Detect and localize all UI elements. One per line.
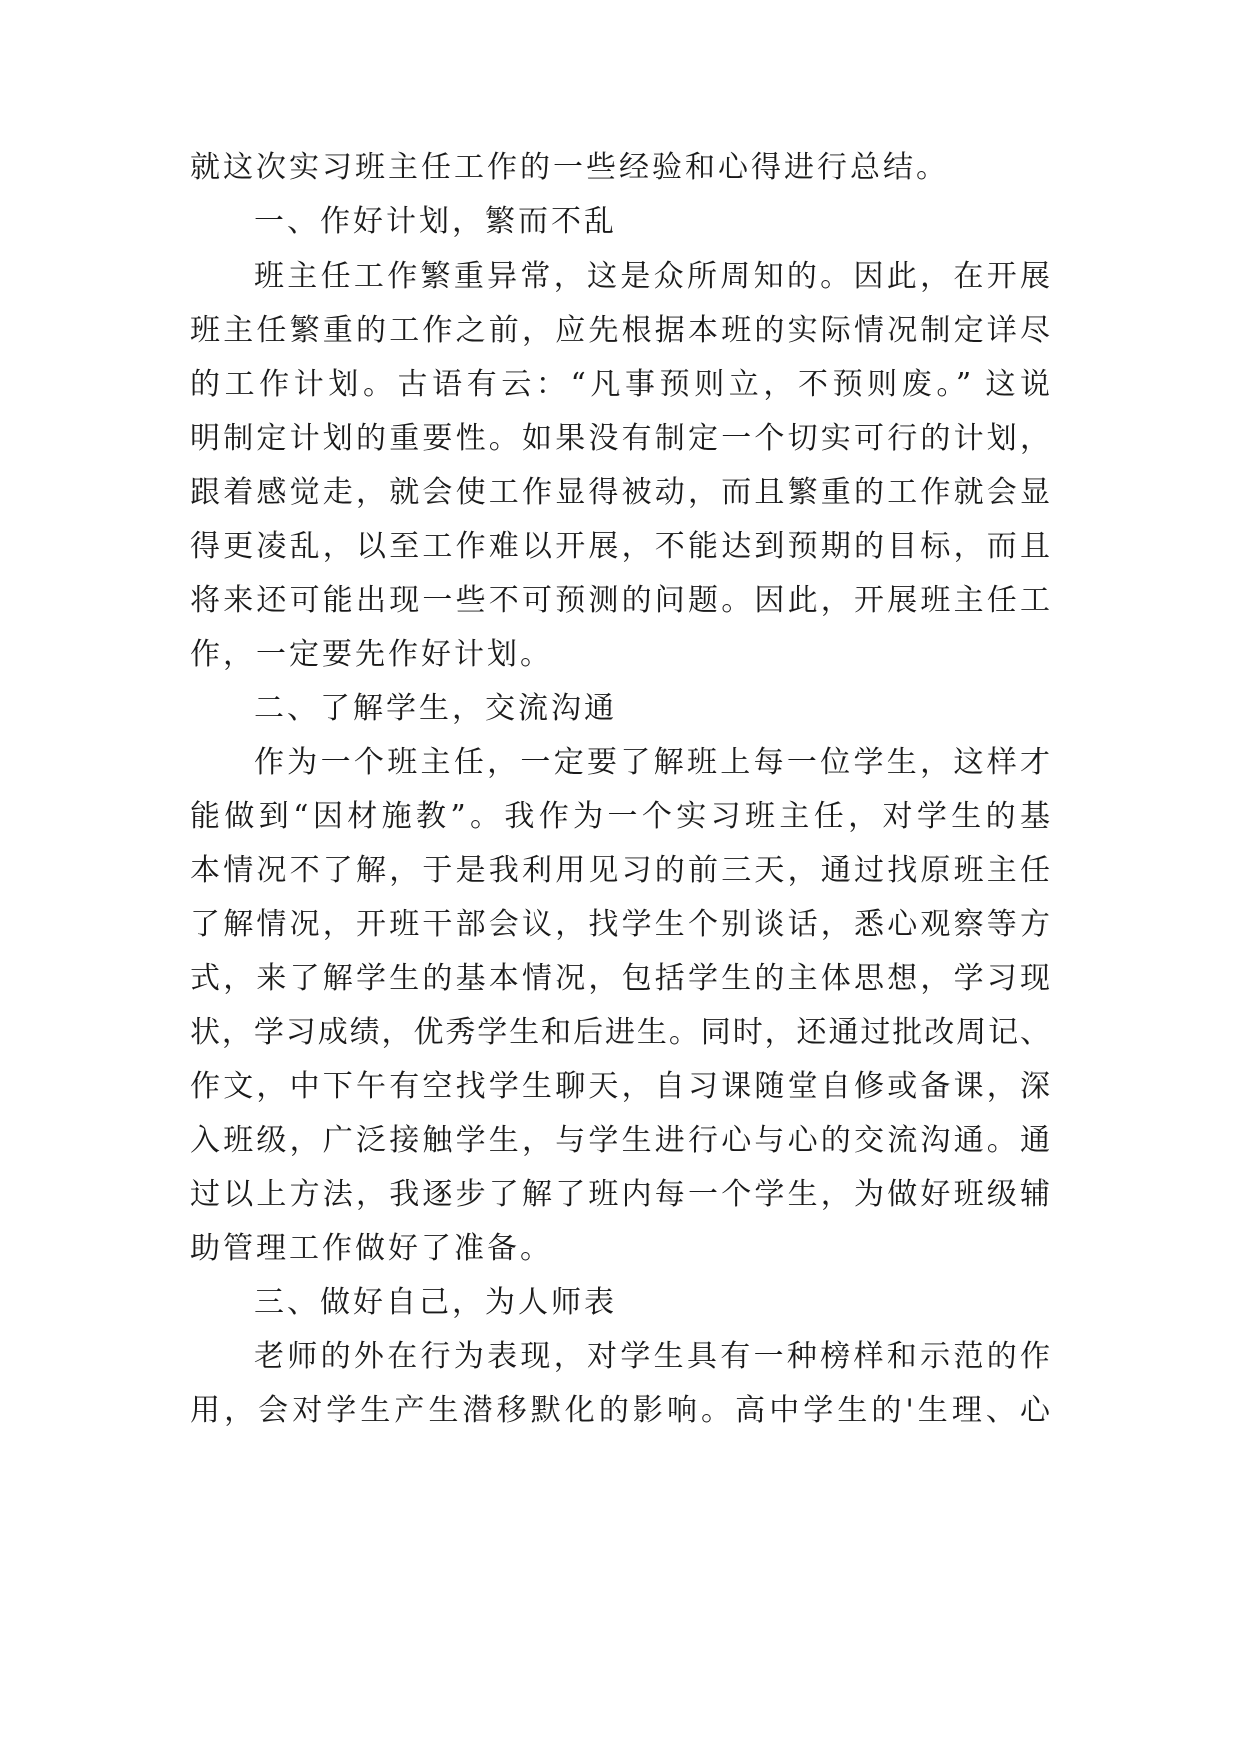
text-line: 作为一个班主任，一定要了解班上每一位学生，这样才 — [254, 745, 1050, 780]
section-heading: 一、作好计划，繁而不乱 — [254, 204, 617, 239]
section-heading: 二、了解学生，交流沟通 — [254, 691, 617, 726]
text-line: 助管理工作做好了准备。 — [190, 1231, 553, 1266]
text-line: 班主任工作繁重异常，这是众所周知的。因此，在开展 — [254, 259, 1050, 294]
text-line: 跟着感觉走，就会使工作显得被动，而且繁重的工作就会显 — [190, 475, 1050, 510]
text-line: 得更凌乱，以至工作难以开展，不能达到预期的目标，而且 — [190, 529, 1050, 564]
text-line: 作，一定要先作好计划。 — [190, 637, 553, 672]
text-line: 入班级，广泛接触学生，与学生进行心与心的交流沟通。通 — [190, 1123, 1050, 1158]
section-heading: 三、做好自己，为人师表 — [254, 1285, 617, 1320]
text-line: 就这次实习班主任工作的一些经验和心得进行总结。 — [190, 150, 949, 185]
text-line: 了解情况，开班干部会议，找学生个别谈话，悉心观察等方 — [190, 907, 1050, 942]
text-line: 将来还可能出现一些不可预测的问题。因此，开展班主任工 — [190, 583, 1050, 618]
text-line: 式，来了解学生的基本情况，包括学生的主体思想，学习现 — [190, 961, 1050, 996]
text-line: 本情况不了解，于是我利用见习的前三天，通过找原班主任 — [190, 853, 1050, 888]
text-line: 的工作计划。古语有云：“凡事预则立，不预则废。” 这说 — [190, 367, 1050, 402]
text-line: 能做到“因材施教”。我作为一个实习班主任，对学生的基 — [190, 799, 1050, 834]
text-line: 用，会对学生产生潜移默化的影响。高中学生的'生理、心 — [190, 1393, 1050, 1428]
text-line: 班主任繁重的工作之前，应先根据本班的实际情况制定详尽 — [190, 313, 1050, 348]
text-line: 状，学习成绩，优秀学生和后进生。同时，还通过批改周记、 — [190, 1015, 1050, 1050]
text-line: 明制定计划的重要性。如果没有制定一个切实可行的计划， — [190, 421, 1050, 456]
text-line: 老师的外在行为表现，对学生具有一种榜样和示范的作 — [254, 1339, 1050, 1374]
text-line: 作文，中下午有空找学生聊天，自习课随堂自修或备课，深 — [190, 1069, 1050, 1104]
text-line: 过以上方法，我逐步了解了班内每一个学生，为做好班级辅 — [190, 1177, 1050, 1212]
